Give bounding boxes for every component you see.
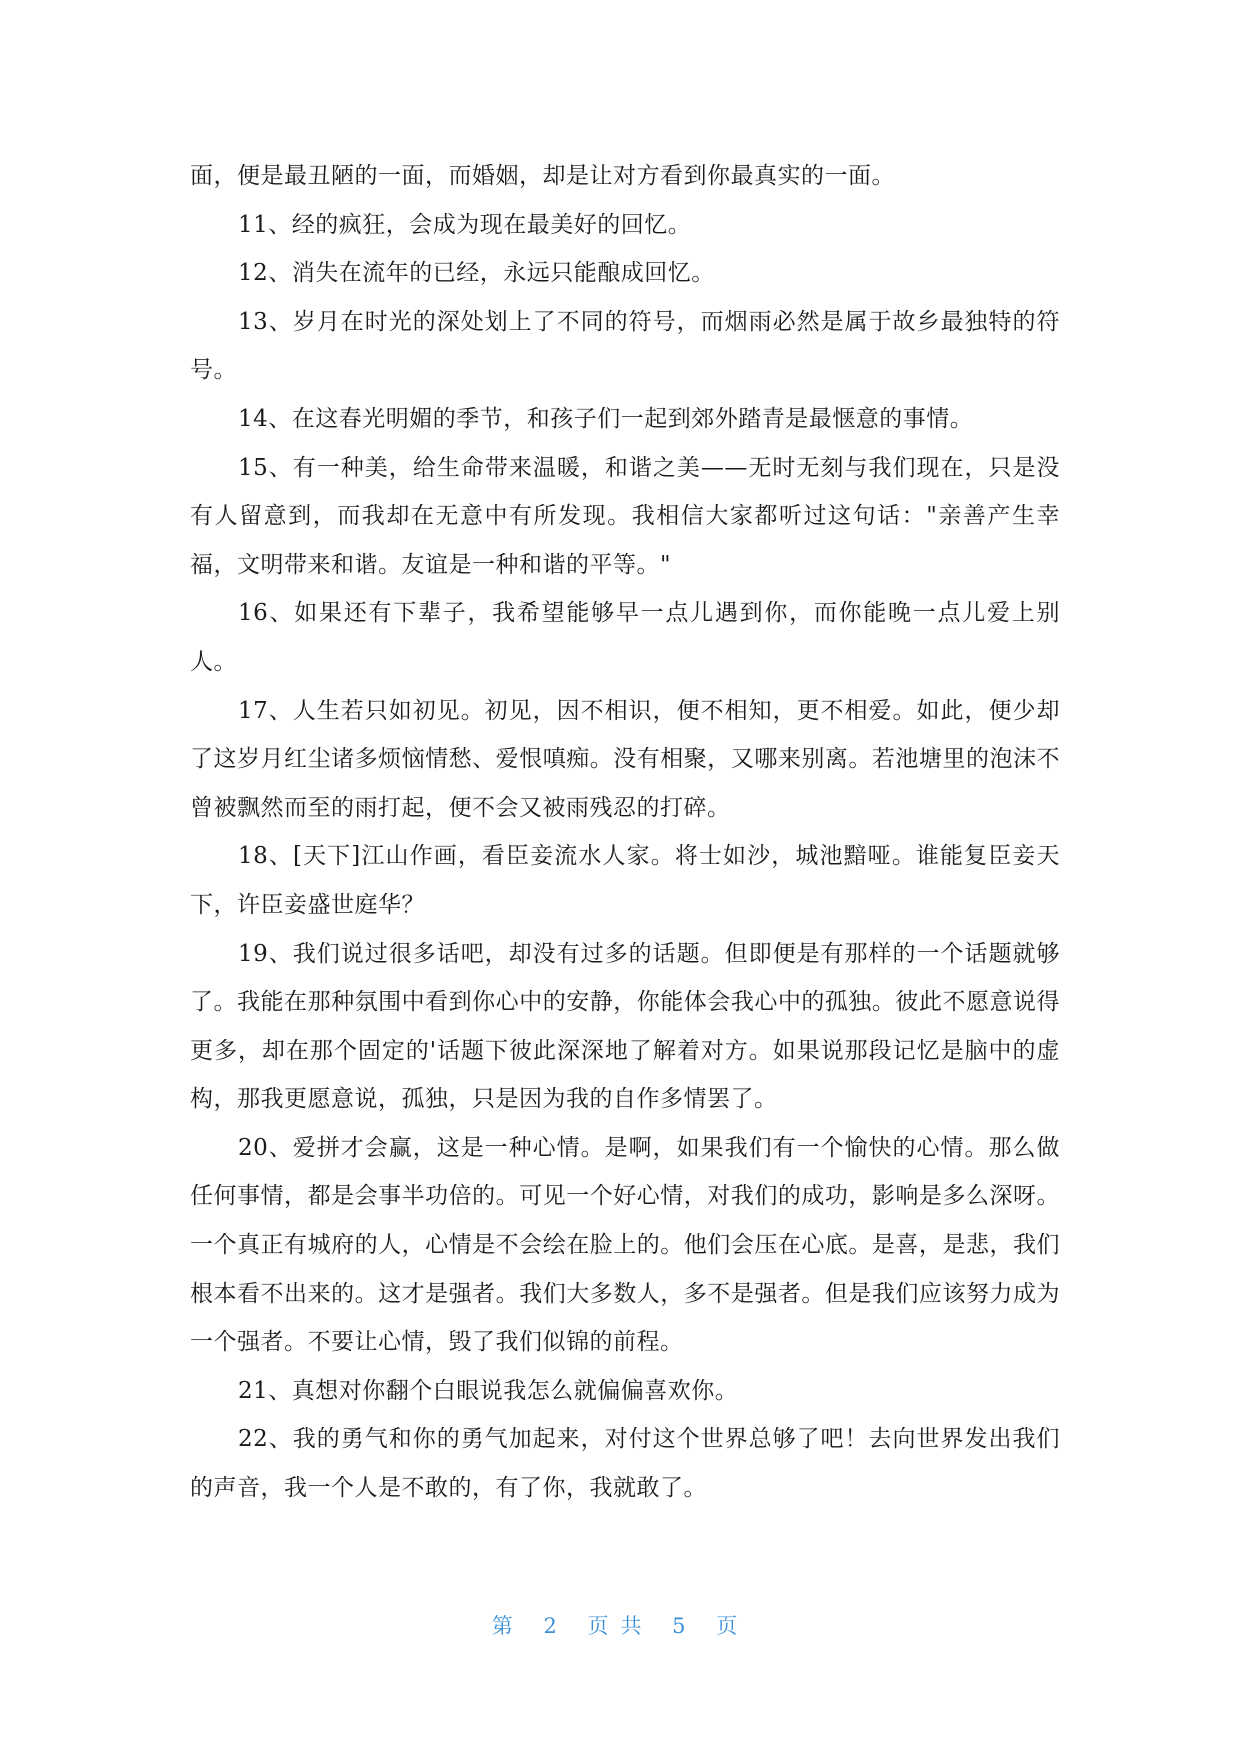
paragraph-item-17: 17、人生若只如初见。初见，因不相识，便不相知，更不相爱。如此，便少却了这岁月红尘诸多烦恼情愁、爱恨嗔痴。没有相聚，又哪来别离。若池塘里的泡沫不曾被飘然而至的雨打起，便不会又被雨残忍的打碎。 <box>190 697 1060 821</box>
paragraph-item-14: 14、在这春光明媚的季节，和孩子们一起到郊外踏青是最惬意的事情。 <box>238 405 974 432</box>
paragraph-item-15: 15、有一种美，给生命带来温暖，和谐之美——无时无刻与我们现在，只是没有人留意到，而我却在无意中有所发现。我相信大家都听过这句话："亲善产生幸福，文明带来和谐。友谊是一种和谐的平等。" <box>190 454 1060 578</box>
paragraph-item-22: 22、我的勇气和你的勇气加起来，对付这个世界总够了吧！去向世界发出我们的声音，我一个人是不敢的，有了你，我就敢了。 <box>190 1426 1060 1502</box>
document-body <box>190 152 1060 1513</box>
paragraph-item-16: 16、如果还有下辈子，我希望能够早一点儿遇到你，而你能晚一点儿爱上别人。 <box>190 600 1060 675</box>
paragraph-continuation: 面，便是最丑陋的一面，而婚姻，却是让对方看到你最真实的一面。 <box>190 163 895 189</box>
paragraph-item-11: 11、经的疯狂，会成为现在最美好的回忆。 <box>238 211 692 238</box>
paragraph-item-18: 18、[天下]江山作画，看臣妾流水人家。将士如沙，城池黯哑。谁能复臣妾天下，许臣妾盛世庭华？ <box>190 843 1060 918</box>
paragraph-item-19: 19、我们说过很多话吧，却没有过多的话题。但即便是有那样的一个话题就够了。我能在那种氛围中看到你心中的安静，你能体会我心中的孤独。彼此不愿意说得更多，却在那个固定的'话题下彼此深深地了解着对方。如果说那段记忆是脑中的虚构，那我更愿意说，孤独，只是因为我的自作多情罢了。 <box>190 940 1060 1113</box>
paragraph-item-12: 12、消失在流年的已经，永远只能酿成回忆。 <box>238 260 715 287</box>
page-number-footer: 第 2 页共 5 页 <box>491 1614 750 1638</box>
paragraph-item-21: 21、真想对你翻个白眼说我怎么就偏偏喜欢你。 <box>238 1377 739 1404</box>
paragraph-item-13: 13、岁月在时光的深处划上了不同的符号，而烟雨必然是属于故乡最独特的符号。 <box>190 308 1060 384</box>
paragraph-item-20: 20、爱拼才会赢，这是一种心情。是啊，如果我们有一个愉快的心情。那么做任何事情，都是会事半功倍的。可见一个好心情，对我们的成功，影响是多么深呀。一个真正有城府的人，心情是不会绘在脸上的。他们会压在心底。是喜，是悲，我们根本看不出来的。这才是强者。我们大多数人，多不是强者。但是我们应该努力成为一个强者。不要让心情，毁了我们似锦的前程。 <box>190 1134 1060 1356</box>
